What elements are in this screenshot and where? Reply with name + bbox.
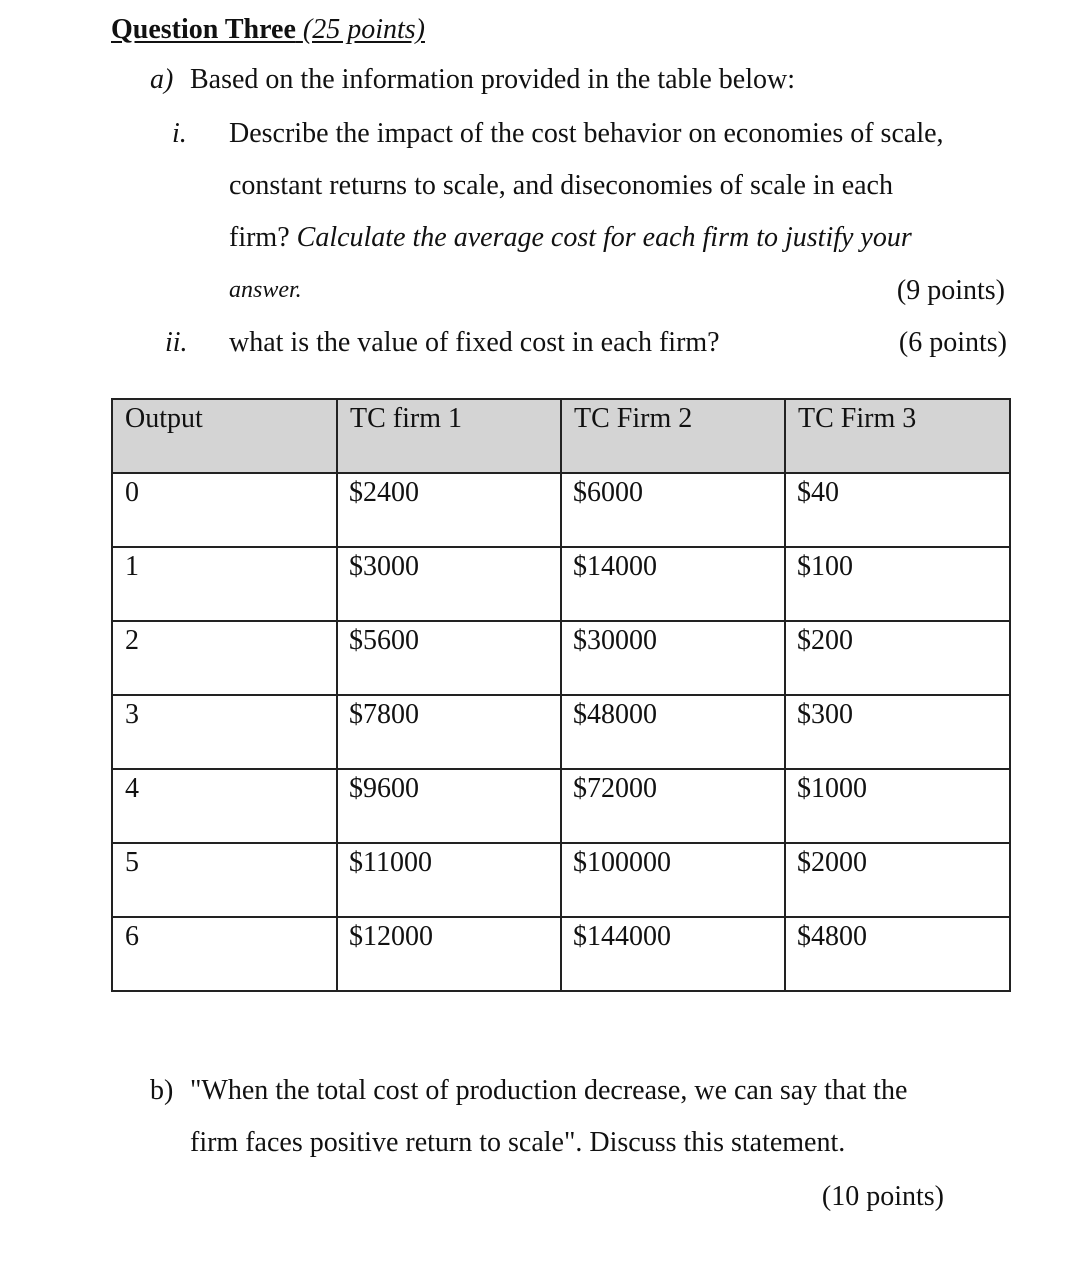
part-b-line-1: "When the total cost of production decrease, we can say that the xyxy=(190,1075,908,1106)
question-total-points: (25 points) xyxy=(302,14,425,45)
header-tc-firm-3 xyxy=(785,399,1010,473)
tc-firm-3-value: $300 xyxy=(797,699,853,730)
tc-firm-3-cell xyxy=(785,473,1010,547)
tc-firm-1-cell xyxy=(337,917,561,991)
sub-question-ii-points: (6 points) xyxy=(898,327,1007,358)
question-title-text: Question Three xyxy=(111,14,296,45)
tc-firm-2-cell xyxy=(561,473,785,547)
tc-firm-2-value: $6000 xyxy=(573,477,643,508)
tc-firm-2-value: $72000 xyxy=(573,773,657,804)
tc-firm-1-cell xyxy=(337,843,561,917)
tc-firm-2-value: $48000 xyxy=(573,699,657,730)
tc-firm-2-cell xyxy=(561,695,785,769)
sub-question-ii-numeral: ii. xyxy=(165,327,188,358)
output-cell xyxy=(112,621,337,695)
sub-question-i-line-3-italic: Calculate the average cost for each firm to justify your xyxy=(296,222,912,253)
tc-firm-1-value: $3000 xyxy=(349,551,419,582)
tc-firm-1-cell xyxy=(337,769,561,843)
tc-firm-2-cell xyxy=(561,769,785,843)
tc-firm-3-cell xyxy=(785,547,1010,621)
output-cell xyxy=(112,547,337,621)
tc-firm-3-cell xyxy=(785,769,1010,843)
sub-question-i-line-3-plain: firm? xyxy=(229,222,297,253)
output-value: 5 xyxy=(125,847,139,878)
tc-firm-2-value: $100000 xyxy=(573,847,671,878)
tc-firm-3-value: $100 xyxy=(797,551,853,582)
tc-firm-2-value: $144000 xyxy=(573,921,671,952)
tc-firm-1-cell xyxy=(337,547,561,621)
tc-firm-2-cell xyxy=(561,843,785,917)
header-tc-firm-1-text: TC firm 1 xyxy=(350,403,462,434)
tc-firm-2-value: $30000 xyxy=(573,625,657,656)
sub-question-i-points: (9 points) xyxy=(896,275,1005,306)
tc-firm-1-value: $9600 xyxy=(349,773,419,804)
part-b-line-2: firm faces positive return to scale". Discuss this statement. xyxy=(190,1127,846,1158)
part-b-points: (10 points) xyxy=(821,1181,944,1212)
table-row xyxy=(112,621,1010,695)
sub-question-ii-text: what is the value of fixed cost in each firm? xyxy=(229,327,720,358)
table-row xyxy=(112,695,1010,769)
question-title xyxy=(111,14,425,46)
tc-firm-3-cell xyxy=(785,695,1010,769)
output-value: 3 xyxy=(125,699,139,730)
tc-firm-1-value: $5600 xyxy=(349,625,419,656)
header-tc-firm-1 xyxy=(337,399,561,473)
sub-question-i-line-2: constant returns to scale, and diseconomies of scale in each xyxy=(229,170,893,201)
output-cell xyxy=(112,917,337,991)
tc-firm-3-cell xyxy=(785,917,1010,991)
tc-firm-1-value: $7800 xyxy=(349,699,419,730)
tc-firm-1-cell xyxy=(337,695,561,769)
part-b-label: b) xyxy=(150,1075,174,1106)
tc-firm-3-value: $1000 xyxy=(797,773,867,804)
tc-firm-3-value: $4800 xyxy=(797,921,867,952)
output-cell xyxy=(112,473,337,547)
part-a-label: a) xyxy=(150,64,174,95)
sub-question-i-numeral: i. xyxy=(172,118,187,149)
sub-question-i-line-3 xyxy=(229,222,912,254)
header-tc-firm-2-text: TC Firm 2 xyxy=(574,403,693,434)
table-row xyxy=(112,917,1010,991)
output-value: 1 xyxy=(125,551,139,582)
sub-question-i-line-4: answer. xyxy=(229,277,302,303)
table-row xyxy=(112,547,1010,621)
table-header-row xyxy=(112,399,1010,473)
table-row xyxy=(112,473,1010,547)
tc-firm-3-value: $200 xyxy=(797,625,853,656)
total-cost-table xyxy=(111,398,1011,992)
tc-firm-2-cell xyxy=(561,621,785,695)
tc-firm-3-value: $40 xyxy=(797,477,839,508)
output-cell xyxy=(112,843,337,917)
tc-firm-1-value: $2400 xyxy=(349,477,419,508)
tc-firm-1-cell xyxy=(337,473,561,547)
header-output xyxy=(112,399,337,473)
tc-firm-1-value: $11000 xyxy=(349,847,432,878)
part-a-intro: Based on the information provided in the table below: xyxy=(190,64,795,95)
output-value: 6 xyxy=(125,921,139,952)
output-value: 4 xyxy=(125,773,139,804)
output-cell xyxy=(112,695,337,769)
tc-firm-2-cell xyxy=(561,917,785,991)
tc-firm-3-cell xyxy=(785,843,1010,917)
table-row xyxy=(112,769,1010,843)
table-row xyxy=(112,843,1010,917)
output-cell xyxy=(112,769,337,843)
output-value: 0 xyxy=(125,477,139,508)
tc-firm-3-cell xyxy=(785,621,1010,695)
header-tc-firm-2 xyxy=(561,399,785,473)
output-value: 2 xyxy=(125,625,139,656)
tc-firm-2-value: $14000 xyxy=(573,551,657,582)
header-tc-firm-3-text: TC Firm 3 xyxy=(798,403,917,434)
tc-firm-3-value: $2000 xyxy=(797,847,867,878)
tc-firm-1-cell xyxy=(337,621,561,695)
sub-question-i-line-1: Describe the impact of the cost behavior on economies of scale, xyxy=(229,118,944,149)
tc-firm-1-value: $12000 xyxy=(349,921,433,952)
header-output-text: Output xyxy=(125,403,203,434)
tc-firm-2-cell xyxy=(561,547,785,621)
